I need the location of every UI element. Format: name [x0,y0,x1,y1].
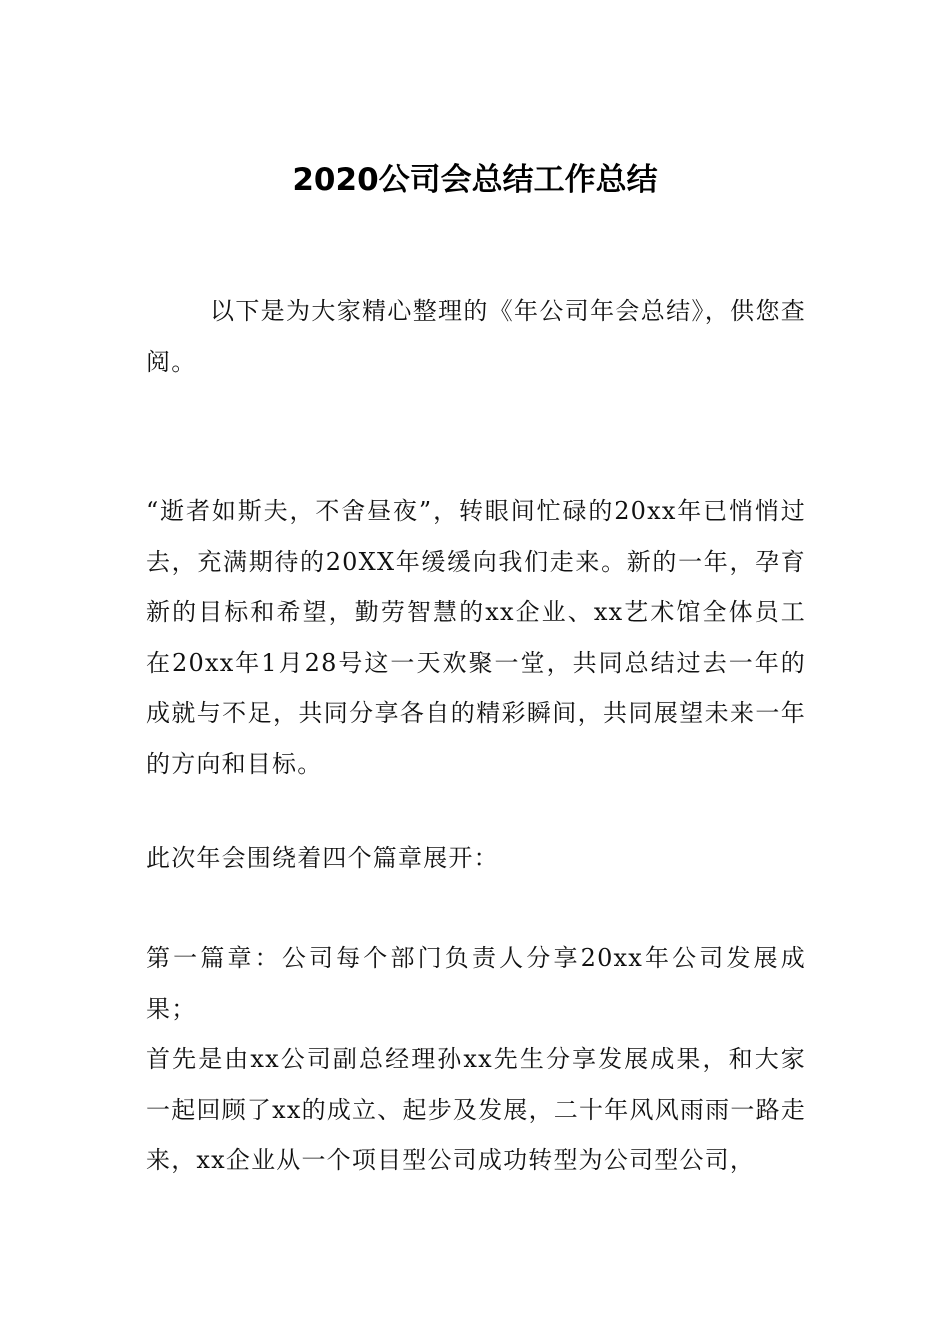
intro-paragraph: 以下是为大家精心整理的《年公司年会总结》，供您查阅。 [146,297,806,376]
body-paragraph-chapters-intro: 此次年会围绕着四个篇章展开： [146,844,499,872]
body-paragraph-vp-sharing: 首先是由xx公司副总经理孙xx先生分享发展成果，和大家一起回顾了xx的成立、起步及发展，二十年风风雨雨一路走来，xx企业从一个项目型公司成功转型为公司型公司， [146,1045,806,1174]
body-paragraph-year-review: “逝者如斯夫，不舍昼夜”，转眼间忙碌的20xx年已悄悄过去，充满期待的20XX年缓缓向我们走来。新的一年，孕育新的目标和希望，勤劳智慧的xx企业、xx艺术馆全体员工在20xx年1月28号这一天欢聚一堂，共同总结过去一年的成就与不足，共同分享各自的精彩瞬间，共同展望未来一年的方向和目标。 [146,497,806,778]
body-paragraph-chapter-one: 第一篇章：公司每个部门负责人分享20xx年公司发展成果； [146,944,806,1023]
document-title: 2020公司会总结工作总结 [292,162,658,198]
